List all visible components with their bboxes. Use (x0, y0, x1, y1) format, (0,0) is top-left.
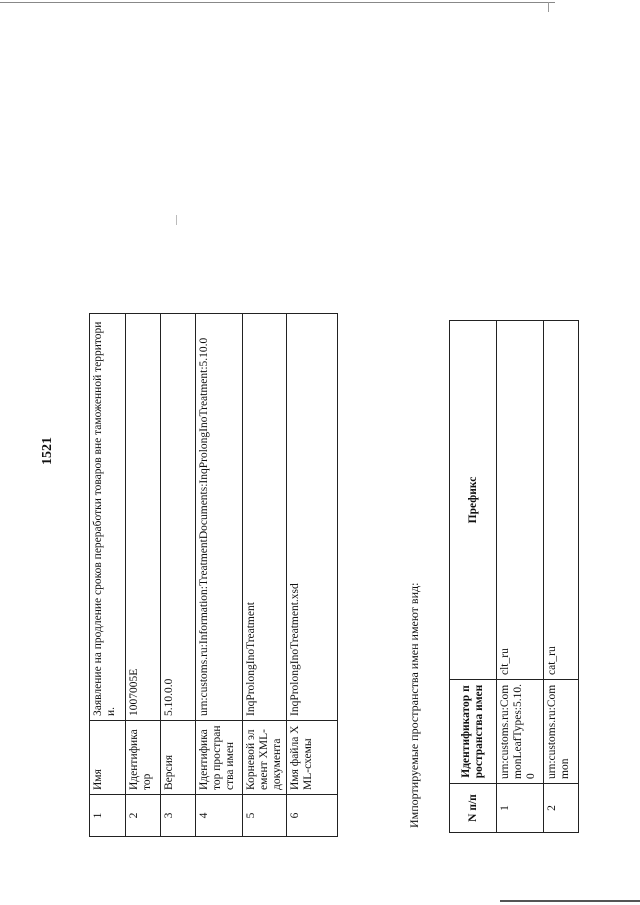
row-number: 6 (287, 795, 338, 837)
property-value: urn:customs.ru:Information:TreatmentDocuments:InqProlongInoTreatment:5.10.0 (196, 314, 243, 721)
row-number: 3 (161, 795, 196, 837)
table-row (497, 321, 544, 833)
property-value: InqProlongInoTreatment (243, 314, 287, 721)
property-value: 1007005E (126, 314, 161, 721)
element-properties-table (89, 313, 338, 837)
header-prefix: Префикс (450, 321, 497, 680)
table-header-row (450, 321, 497, 833)
property-value: 5.10.0.0 (161, 314, 196, 721)
namespace-prefix: clt_ru (497, 321, 544, 680)
row-number: 4 (196, 795, 243, 837)
property-name: Имя файла XML-схемы (287, 721, 338, 795)
table-row (196, 314, 243, 837)
header-number: N п/п (450, 784, 497, 833)
page-number: 1521 (40, 437, 55, 465)
table-row (90, 314, 126, 837)
imports-intro-text: Импортируемые пространства имен имеют вид: (407, 582, 421, 828)
namespace-id: urn:customs.ru:Common (544, 680, 579, 784)
property-name: Корневой элемент XML-документа (243, 721, 287, 795)
table-row (243, 314, 287, 837)
imported-namespaces-table (449, 320, 579, 833)
property-name: Идентификатор пространства имен (196, 721, 243, 795)
property-name: Идентификатор (126, 721, 161, 795)
property-value: Заявление на продление сроков переработки товаров вне таможенной территории. (90, 314, 126, 721)
row-number: 1 (90, 795, 126, 837)
header-namespace: Идентификатор пространства имен (450, 680, 497, 784)
table-row (126, 314, 161, 837)
namespace-prefix: cat_ru (544, 321, 579, 680)
namespace-id: urn:customs.ru:CommonLeafTypes:5.10.0 (497, 680, 544, 784)
table-row (287, 314, 338, 837)
row-number: 2 (126, 795, 161, 837)
table-row (544, 321, 579, 833)
table-row (161, 314, 196, 837)
row-number: 1 (497, 784, 544, 833)
property-name: Имя (90, 721, 126, 795)
row-number: 5 (243, 795, 287, 837)
row-number: 2 (544, 784, 579, 833)
property-value: InqProlongInoTreatment.xsd (287, 314, 338, 721)
property-name: Версия (161, 721, 196, 795)
